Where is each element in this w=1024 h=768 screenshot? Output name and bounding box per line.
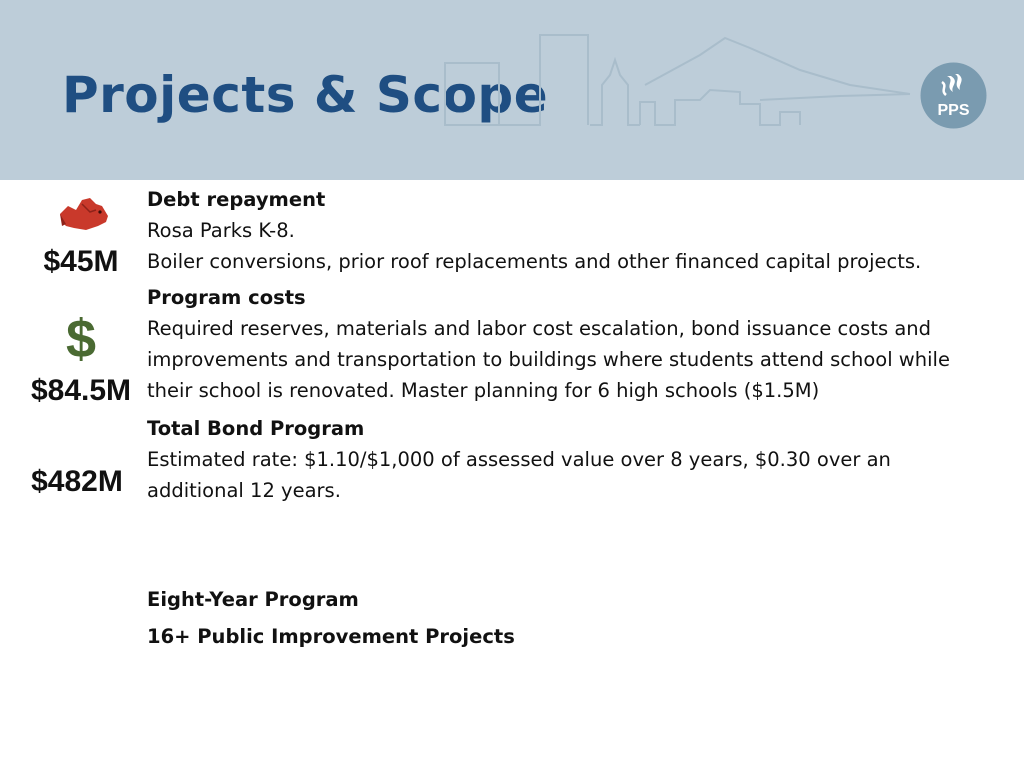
slide-header [0,0,1024,180]
pps-logo [920,62,987,129]
eight-year-program: Eight-Year Program [147,588,359,611]
section-heading: Total Bond Program [147,417,365,440]
section-heading: Debt repayment [147,188,326,211]
amount-program-costs: $84.5M [30,374,132,407]
slide-title: Projects & Scope [62,66,549,124]
section-debt-repayment [147,184,1007,277]
city-skyline-decoration [440,30,920,135]
slide-content [147,184,1007,506]
section-text: Required reserves, materials and labor cost escalation, bond issuance costs and improvements and transportation to buildings where students attend school while their school is renovated. Master planning for 6 high schools ($1.5M) [147,317,950,402]
piggy-bank-icon [56,192,114,234]
amount-total-bond: $482M [31,465,123,498]
section-program-costs [147,282,1007,406]
section-text: Rosa Parks K-8. [147,219,295,242]
dollar-icon: $ [66,309,97,369]
logo-text: PPS [937,102,970,119]
public-improvement-projects: 16+ Public Improvement Projects [147,625,515,648]
section-text: Boiler conversions, prior roof replacements and other financed capital projects. [147,250,922,273]
section-total-bond [147,413,1007,506]
amount-debt: $45M [43,245,119,278]
section-text: Estimated rate: $1.10/$1,000 of assessed value over 8 years, $0.30 over an additional 12 years. [147,448,891,502]
section-heading: Program costs [147,286,306,309]
